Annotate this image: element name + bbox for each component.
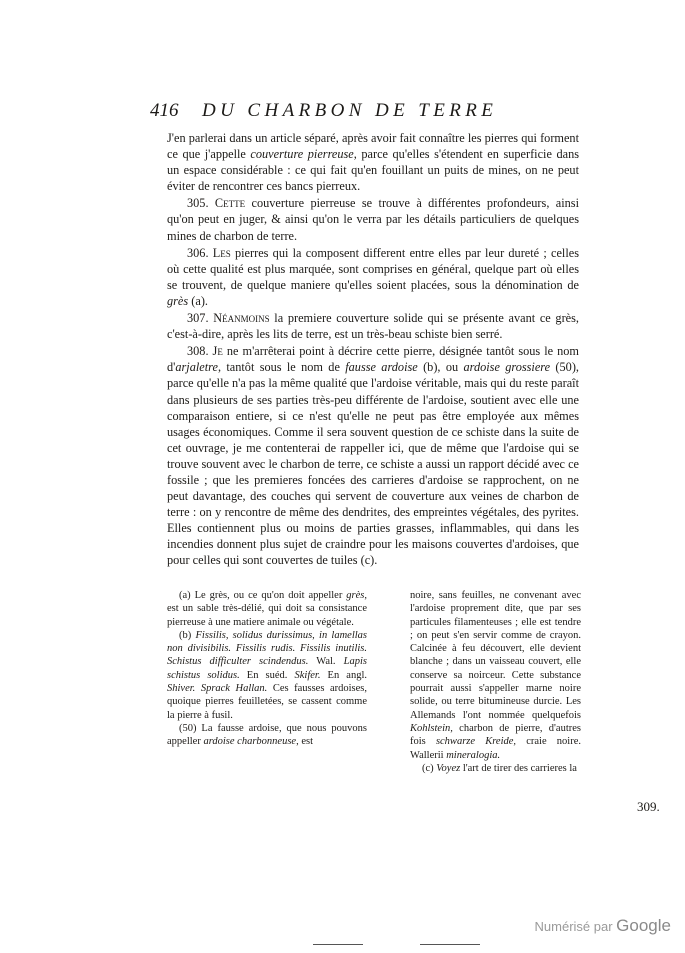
scan-artifact-line [420, 944, 480, 945]
page-number: 416 [150, 100, 179, 121]
paragraph: J'en parlerai dans un article séparé, après avoir fait connaître les pierres qui forment ce que j'appelle couverture pierreuse, parce qu'elles s'étendent en superficie dans un espace considérable : ce qui fait qu'en fouillant un puits de mines, on ne peut éviter de rencontrer ces bancs pierreux. [167, 131, 580, 194]
paragraph-308: 308. Je ne m'arrêterai point à décrire cette pierre, désignée tantôt sous le nom d'arjaletre, tantôt sous le nom de fausse ardoise (b), ou ardoise grossiere (50), parce qu'elle n'a pas la même qualité que l'ardoise véritable, mais qui du reste paraît dans plusieurs de ses parties très-peu différente de l'ardoise, soutient avec elle une comparaison entiere, si ce n'est qu'elle ne peut pas être employée aux mêmes usages économiques. Comme il sera souvent question de ce schiste dans la suite de cet ouvrage, je me contenterai de rappeller ici, que de même que l'ardoise qui se trouve souvent avec le charbon de terre, ce schiste a aussi un rapport décidé avec ce fossile ; que les premieres foncées des carrieres d'ardoise se rapprochent, on ne peut davantage, des couches qui servent de couverture aux veines de charbon de terre : on y rencontre de même des dendrites, des empreintes végétales, des pyrites. Elles contiennent plus ou moins de parties grasses, inflammables, qui dans les incendies donnent plus sujet de craindre pour les maisons couvertes d'ardoises, que pour celles qui sont couvertes de tuiles (c). [167, 344, 579, 568]
footnotes-left-column [167, 589, 367, 749]
footnotes-right-column [410, 589, 581, 775]
main-text [167, 130, 579, 570]
running-header [150, 100, 582, 126]
google-logo: Google [616, 916, 671, 935]
footnote-50-continued: noire, sans feuilles, ne convenant avec l'ardoise proprement dite, que par ses particules filamenteuses ; elle est tendre ; on peut s'en servir comme de crayon. Calcinée à feu découvert, elle devient blanche ; dans un vaisseau couvert, elle conserve sa noirceur. Cette substance pourrait aussi s'appeller marne noire solide, ou terre bitumineuse durcie. Les Allemands l'ont nommée quelquefois Kohlstein, charbon de pierre, d'autres fois schwarze Kreide, craie noire. Wallerii mineralogia. [410, 590, 581, 761]
paragraph-306: 306. Les pierres qui la composent different entre elles par leur dureté ; celles où cette qualité est plus marquée, sont comprises en général, quelque part où elles se trouvent, de quelque maniere qu'elles soient placées, sous la dénomination de grès (a). [167, 245, 579, 308]
footnote-c: (c) Voyez l'art de tirer des carrieres la [422, 762, 577, 774]
footnote-50: (50) La fausse ardoise, que nous pouvons appeller ardoise charbonneuse, est [167, 722, 367, 748]
footnote-b: (b) Fissilis, solidus durissimus, in lamellas non divisibilis. Fissilis rudis. Fissilis inutilis. Schistus difficulter scindendus. Wal. Lapis schistus solidus. En suéd. Skifer. En angl. Shiver. Sprack Hallan. Ces fausses ardoises, quoique pierres feuilletées, se cassent comme la pierre à fusil. [167, 629, 368, 721]
digitization-watermark [535, 916, 671, 936]
paragraph-307: 307. Néanmoins la premiere couverture solide qui se présente avant ce grès, c'est-à-dire, après les lits de terre, est un très-beau schiste bien serré. [167, 311, 579, 342]
footnote-a: (a) Le grès, ou ce qu'on doit appeller grès, est un sable très-délié, qui doit sa consistance pierreuse à une matiere animale ou végétale. [167, 590, 367, 628]
watermark-prefix: Numérisé par [534, 919, 613, 934]
paragraph-305: 305. Cette couverture pierreuse se trouve à différentes profondeurs, ainsi qu'on peut en juger, & ainsi qu'on le verra par les détails particuliers de quelques mines de charbon de terre. [167, 196, 579, 243]
catchword: 309. [637, 799, 660, 814]
running-title: DU CHARBON DE TERRE [202, 100, 498, 121]
scan-artifact-line [313, 944, 363, 945]
